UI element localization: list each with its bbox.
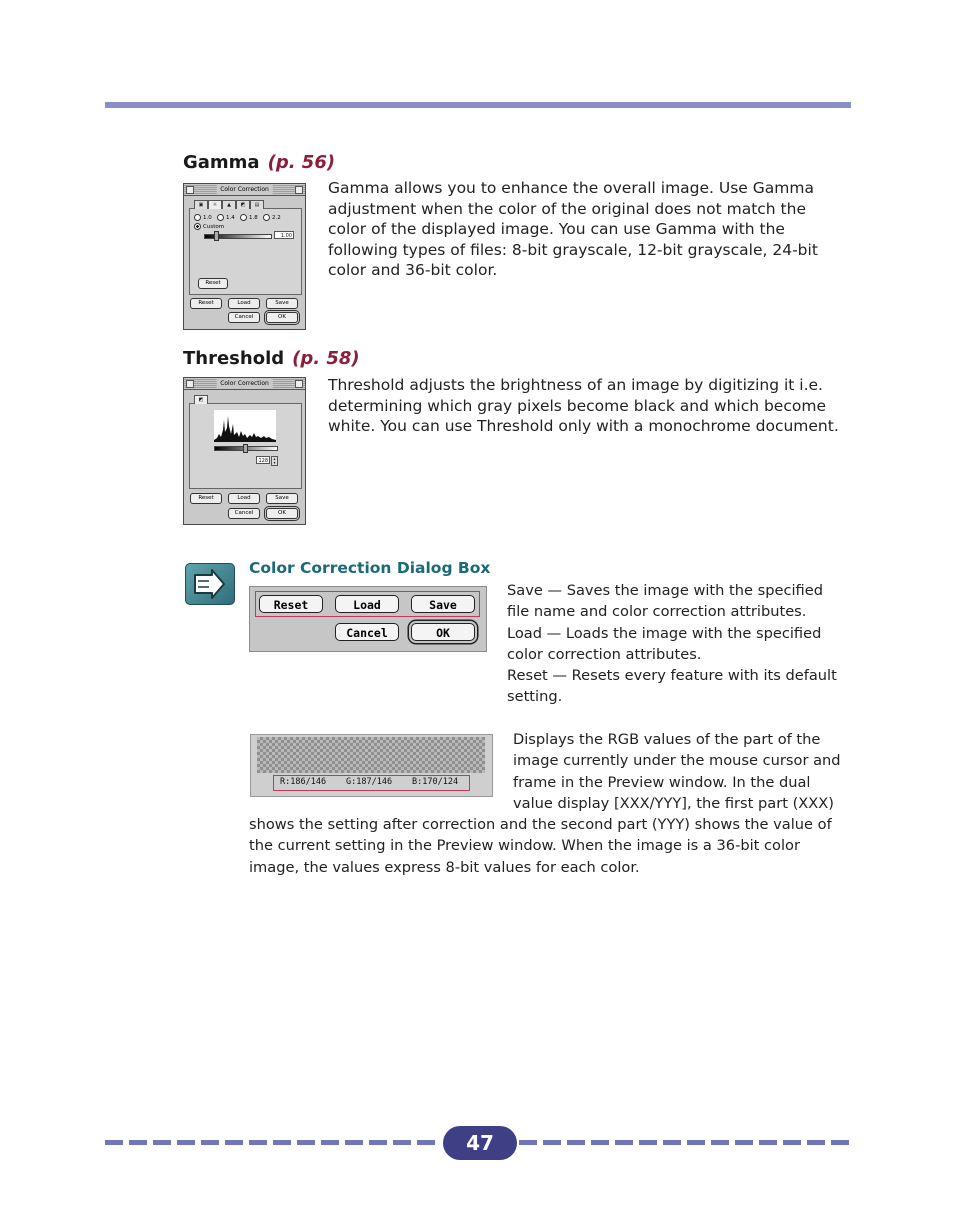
footer-dash <box>177 1140 195 1145</box>
rgb-green-value: G:187/146 <box>346 777 393 787</box>
description-line: Displays the RGB values of the part of the <box>513 731 821 748</box>
footer-dash <box>201 1140 219 1145</box>
cancel-button: Cancel <box>228 508 260 519</box>
cancel-button: Cancel <box>335 623 399 641</box>
threshold-dialog-image <box>183 377 306 525</box>
threshold-title: Threshold <box>183 348 285 369</box>
footer-dash <box>831 1140 849 1145</box>
rgb-blue-value: B:170/124 <box>412 777 459 787</box>
footer-dash <box>129 1140 147 1145</box>
description-line: the current setting in the Preview window. When the image is a 36-bit color <box>249 837 800 855</box>
tab-icon: ▣ <box>194 200 208 209</box>
threshold-page-ref[interactable]: (p. 58) <box>292 348 360 369</box>
description-line: color correction attributes. <box>507 645 702 663</box>
close-box-icon <box>186 186 194 194</box>
footer-dash <box>543 1140 561 1145</box>
tab-gamma-icon: ☼ <box>208 200 222 209</box>
note-icon <box>185 563 235 605</box>
footer-dash <box>225 1140 243 1145</box>
buttons-description <box>507 580 852 708</box>
save-button: Save <box>411 595 475 613</box>
description-line: image currently under the mouse cursor and <box>513 752 841 770</box>
color-correction-heading: Color Correction Dialog Box <box>249 559 491 577</box>
description-line: Load — Loads the image with the specified <box>507 624 822 642</box>
gamma-options: 1.0 1.4 1.8 2.2 <box>194 214 281 221</box>
footer-dash <box>297 1140 315 1145</box>
load-button: Load <box>228 493 260 504</box>
rgb-values-frame <box>273 775 470 791</box>
dialog-buttons-image <box>249 586 487 652</box>
zoom-box-icon <box>295 186 303 194</box>
footer-dash <box>615 1140 633 1145</box>
footer-dash <box>273 1140 291 1145</box>
description-line: Reset — Resets every feature with its default <box>507 667 837 685</box>
footer-dash <box>639 1140 657 1145</box>
top-rule <box>105 102 851 108</box>
threshold-dialog-title: Color Correction <box>216 378 273 389</box>
footer-dash <box>105 1140 123 1145</box>
ok-button: OK <box>411 623 475 641</box>
gamma-value-field: 1.00 <box>274 231 294 239</box>
rgb-red-value: R:186/146 <box>280 777 327 787</box>
description-line: image, the values express 8-bit values for each color. <box>249 858 640 876</box>
ok-button: OK <box>266 312 298 323</box>
threshold-dialog-titlebar <box>184 378 305 390</box>
footer-dash <box>321 1140 339 1145</box>
histogram-icon <box>214 410 276 442</box>
tab-icon: ◩ <box>236 200 250 209</box>
radio-icon <box>263 214 270 221</box>
zoom-box-icon <box>295 380 303 388</box>
gamma-custom-option: Custom <box>194 223 224 230</box>
stepper-arrows-icon: ▴ ▾ <box>271 456 278 466</box>
gamma-description: Gamma allows you to enhance the overall image. Use Gamma adjustment when the color of the original does not match the color of the displayed image. You can use Gamma with the following types of files: 8-bit grayscale, 12-bit grayscale, 24-bit color and 36-bit color. <box>328 179 818 279</box>
radio-selected-icon <box>194 223 201 230</box>
footer-dash <box>417 1140 435 1145</box>
save-button: Save <box>266 493 298 504</box>
footer-dash <box>663 1140 681 1145</box>
threshold-description: Threshold adjusts the brightness of an image by digitizing it i.e. determining which gray pixels become black and which become white. You can use Threshold only with a monochrome document. <box>328 376 839 435</box>
footer-dash <box>345 1140 363 1145</box>
threshold-value-field: 128 <box>256 456 270 464</box>
footer-dash <box>369 1140 387 1145</box>
reset-button: Reset <box>198 278 228 289</box>
rgb-description-continued <box>249 814 854 878</box>
gamma-page-ref[interactable]: (p. 56) <box>267 152 336 173</box>
description-line: setting. <box>507 688 563 706</box>
footer-dash <box>783 1140 801 1145</box>
footer-dash <box>807 1140 825 1145</box>
radio-icon <box>240 214 247 221</box>
cancel-button: Cancel <box>228 312 260 323</box>
tab-icon: ▤ <box>250 200 264 209</box>
footer-dash <box>249 1140 267 1145</box>
rgb-display-image <box>250 734 493 797</box>
radio-icon <box>217 214 224 221</box>
rgb-description <box>513 729 858 814</box>
slider-thumb-icon <box>214 231 219 241</box>
reset-button: Reset <box>259 595 323 613</box>
footer-dash <box>759 1140 777 1145</box>
gamma-title: Gamma <box>183 152 260 173</box>
footer-dash <box>393 1140 411 1145</box>
footer-dash <box>567 1140 585 1145</box>
preview-checker-pattern <box>257 737 485 773</box>
page-number: 47 <box>443 1126 517 1160</box>
tab-threshold-icon: ◩ <box>194 395 208 404</box>
description-line: frame in the Preview window. In the dual <box>513 773 811 791</box>
footer-dash <box>591 1140 609 1145</box>
footer-dash <box>687 1140 705 1145</box>
description-line: file name and color correction attributes. <box>507 603 807 621</box>
threshold-panel <box>189 397 302 489</box>
gamma-heading <box>183 152 335 173</box>
radio-icon <box>194 214 201 221</box>
footer-dash <box>519 1140 537 1145</box>
reset-button: Reset <box>190 493 222 504</box>
close-box-icon <box>186 380 194 388</box>
description-line: shows the setting after correction and the second part (YYY) shows the value of <box>249 816 832 833</box>
gamma-dialog-image <box>183 183 306 330</box>
ok-button: OK <box>266 508 298 519</box>
description-line: Save — Saves the image with the specified <box>507 582 823 599</box>
save-button: Save <box>266 298 298 309</box>
load-button: Load <box>228 298 260 309</box>
reset-button: Reset <box>190 298 222 309</box>
footer-dash <box>153 1140 171 1145</box>
description-line: value display [XXX/YYY], the first part (XXX) <box>513 794 834 812</box>
threshold-heading <box>183 348 360 369</box>
gamma-dialog-titlebar <box>184 184 305 196</box>
slider-thumb-icon <box>243 444 248 453</box>
gamma-dialog-title: Color Correction <box>216 184 273 195</box>
gamma-panel <box>189 202 302 295</box>
load-button: Load <box>335 595 399 613</box>
footer-dash <box>735 1140 753 1145</box>
tab-icon: ▲ <box>222 200 236 209</box>
footer-dash <box>711 1140 729 1145</box>
